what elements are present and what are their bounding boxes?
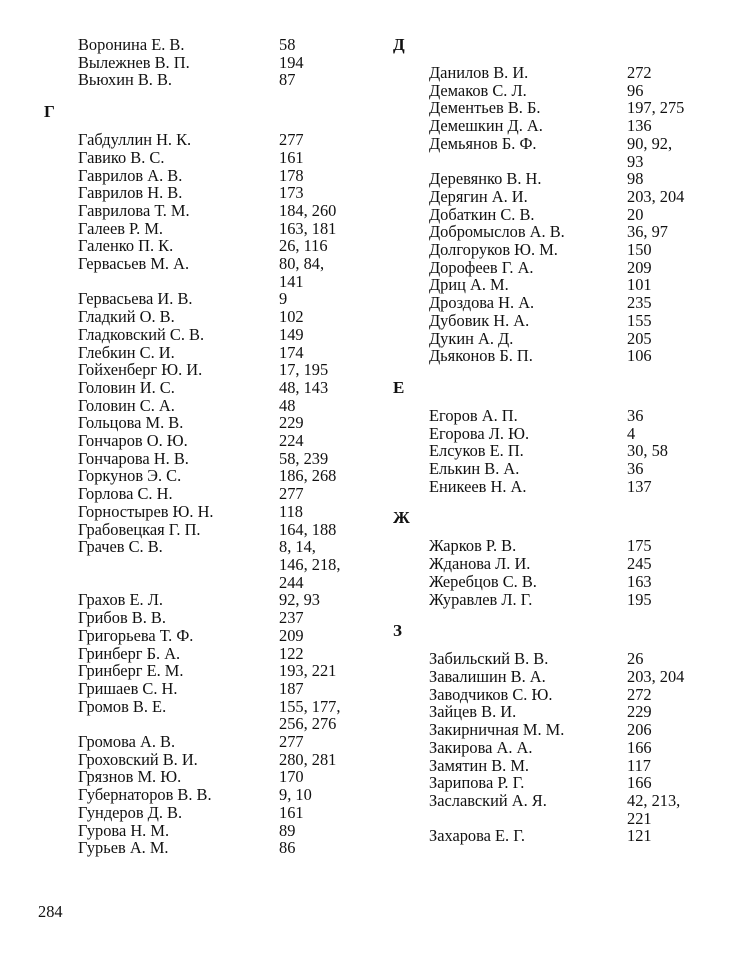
entry-pages: 155 <box>627 310 652 330</box>
entry-name: Гончарова Н. В. <box>78 448 189 468</box>
entry-name: Гундеров Д. В. <box>78 802 183 822</box>
entry-pages: 173 <box>279 183 304 203</box>
index-entry <box>44 467 364 485</box>
entry-name: Глебкин С. И. <box>78 342 175 362</box>
entry-pages: 121 <box>627 826 652 846</box>
index-entry <box>393 668 723 686</box>
entry-pages: 163 <box>627 571 652 591</box>
entry-name: Демаков С. Л. <box>429 80 527 100</box>
entry-name: Гладковский С. В. <box>78 324 205 344</box>
index-entry <box>44 591 364 609</box>
entry-name: Горкунов Э. С. <box>78 466 182 486</box>
entry-name: Вылежнев В. П. <box>78 52 190 72</box>
index-entry <box>44 71 364 89</box>
entry-pages: 166 <box>627 737 652 757</box>
index-entry <box>44 839 364 857</box>
entry-name: Заводчиков С. Ю. <box>429 684 553 704</box>
spacer <box>393 608 723 622</box>
entry-name: Егоров А. П. <box>429 405 518 425</box>
entry-name: Воронина Е. В. <box>78 35 185 54</box>
entry-pages: 90, 92, 93 <box>627 133 673 171</box>
index-entry <box>393 827 723 845</box>
entry-name: Гурова Н. М. <box>78 820 170 840</box>
entry-pages: 80, 84, 141 <box>279 254 325 291</box>
section-letter-heading: З <box>393 621 402 641</box>
entry-name: Демешкин Д. А. <box>429 116 543 136</box>
index-entry <box>44 751 364 769</box>
index-entry <box>393 294 723 312</box>
entry-pages: 161 <box>279 147 304 167</box>
entry-pages: 175 <box>627 536 652 556</box>
index-entry <box>393 223 723 241</box>
index-entry <box>44 521 364 539</box>
entry-name: Добромыслов А. В. <box>429 222 565 242</box>
entry-pages: 280, 281 <box>279 749 337 769</box>
entry-pages: 8, 14, 146, 218, 244 <box>279 537 341 592</box>
entry-name: Грачев С. В. <box>78 537 163 557</box>
section-letter-heading: Г <box>44 102 55 122</box>
entry-pages: 9, 10 <box>279 785 312 805</box>
entry-name: Грибов В. В. <box>78 608 166 628</box>
index-entry <box>393 774 723 792</box>
entry-pages: 206 <box>627 720 652 740</box>
entry-name: Дерягин А. И. <box>429 186 528 206</box>
entry-name: Зайцев В. И. <box>429 702 517 722</box>
entry-name: Закирова А. А. <box>429 737 533 757</box>
entry-pages: 235 <box>627 293 652 313</box>
index-entry <box>44 361 364 379</box>
index-entry <box>393 573 723 591</box>
entry-pages: 205 <box>627 328 652 348</box>
entry-name: Заславский А. Я. <box>429 790 547 810</box>
entry-pages: 58, 239 <box>279 448 329 468</box>
spacer <box>393 365 723 379</box>
entry-name: Громова А. В. <box>78 732 176 752</box>
entry-name: Данилов В. И. <box>429 63 529 82</box>
entry-name: Гринберг Б. А. <box>78 643 181 663</box>
index-entry <box>393 241 723 259</box>
entry-name: Гладкий О. В. <box>78 307 175 327</box>
entry-name: Закирничная М. М. <box>429 720 565 740</box>
entry-pages: 209 <box>279 625 304 645</box>
index-entry <box>393 407 723 425</box>
entry-name: Горностырев Ю. Н. <box>78 501 214 521</box>
entry-name: Завалишин В. А. <box>429 666 546 686</box>
entry-pages: 187 <box>279 678 304 698</box>
entry-name: Забильский В. В. <box>429 649 549 669</box>
index-entry <box>44 379 364 397</box>
entry-pages: 102 <box>279 307 304 327</box>
entry-pages: 178 <box>279 165 304 185</box>
entry-name: Гончаров О. Ю. <box>78 431 188 451</box>
section-letter-heading: Д <box>393 35 405 54</box>
index-entry <box>44 131 364 149</box>
entry-pages: 203, 204 <box>627 666 685 686</box>
entry-name: Еникеев Н. А. <box>429 476 527 496</box>
entry-name: Грабовецкая Г. П. <box>78 519 201 539</box>
entry-pages: 36, 97 <box>627 222 668 242</box>
entry-pages: 89 <box>279 820 296 840</box>
index-entry <box>44 54 364 72</box>
entry-name: Дукин А. Д. <box>429 328 514 348</box>
entry-pages: 36 <box>627 405 644 425</box>
entry-name: Дьяконов Б. П. <box>429 346 533 366</box>
entry-pages: 277 <box>279 130 304 150</box>
right-index-column <box>393 36 723 845</box>
index-entry <box>44 662 364 680</box>
entry-name: Демьянов Б. Ф. <box>429 133 537 153</box>
index-entry <box>44 237 364 255</box>
entry-pages: 166 <box>627 773 652 793</box>
index-entry <box>44 786 364 804</box>
entry-name: Григорьева Т. Ф. <box>78 625 194 645</box>
index-entry <box>44 680 364 698</box>
entry-pages: 161 <box>279 802 304 822</box>
entry-pages: 193, 221 <box>279 661 337 681</box>
entry-pages: 96 <box>627 80 644 100</box>
index-entry <box>44 768 364 786</box>
index-entry <box>393 188 723 206</box>
index-entry <box>393 312 723 330</box>
page-number: 284 <box>38 902 63 921</box>
entry-pages: 194 <box>279 52 304 72</box>
entry-pages: 272 <box>627 684 652 704</box>
index-entry <box>44 167 364 185</box>
index-entry <box>44 326 364 344</box>
index-entry <box>393 99 723 117</box>
entry-pages: 186, 268 <box>279 466 337 486</box>
entry-pages: 20 <box>627 204 644 224</box>
index-entry <box>44 538 364 591</box>
index-entry <box>44 609 364 627</box>
entry-pages: 86 <box>279 838 296 858</box>
entry-name: Галеев Р. М. <box>78 218 163 238</box>
entry-pages: 118 <box>279 501 303 521</box>
entry-name: Елькин В. А. <box>429 459 520 479</box>
entry-name: Дубовик Н. А. <box>429 310 530 330</box>
entry-pages: 92, 93 <box>279 590 320 610</box>
entry-pages: 26 <box>627 649 644 669</box>
entry-name: Дроздова Н. А. <box>429 293 535 313</box>
index-entry <box>393 330 723 348</box>
index-entry <box>44 733 364 751</box>
index-entry <box>44 503 364 521</box>
entry-name: Галенко П. К. <box>78 236 174 256</box>
index-entry <box>44 149 364 167</box>
index-entry <box>44 220 364 238</box>
entry-name: Грахов Е. Л. <box>78 590 163 610</box>
entry-name: Гольцова М. В. <box>78 413 184 433</box>
entry-name: Гурьев А. М. <box>78 838 169 858</box>
entry-pages: 117 <box>627 755 651 775</box>
index-entry <box>393 757 723 775</box>
entry-pages: 137 <box>627 476 652 496</box>
entry-name: Дриц А. М. <box>429 275 509 295</box>
entry-name: Жданова Л. И. <box>429 554 531 574</box>
spacer <box>393 495 723 509</box>
entry-name: Елсуков Е. П. <box>429 441 524 461</box>
entry-name: Долгоруков Ю. М. <box>429 240 558 260</box>
entry-name: Зарипова Р. Г. <box>429 773 525 793</box>
entry-name: Журавлев Л. Г. <box>429 589 533 609</box>
entry-name: Гринберг Е. М. <box>78 661 184 681</box>
entry-pages: 4 <box>627 423 636 443</box>
index-entry <box>393 206 723 224</box>
entry-pages: 42, 213, 221 <box>627 790 681 828</box>
index-entry <box>44 397 364 415</box>
entry-pages: 150 <box>627 240 652 260</box>
entry-name: Егорова Л. Ю. <box>429 423 530 443</box>
index-entry <box>393 425 723 443</box>
index-entry <box>393 591 723 609</box>
index-entry <box>44 344 364 362</box>
index-entry <box>393 537 723 555</box>
index-entry <box>44 202 364 220</box>
index-entry <box>393 442 723 460</box>
index-entry <box>393 64 723 82</box>
entry-name: Грязнов М. Ю. <box>78 767 182 787</box>
entry-pages: 229 <box>627 702 652 722</box>
entry-pages: 149 <box>279 324 304 344</box>
entry-pages: 224 <box>279 431 304 451</box>
entry-pages: 30, 58 <box>627 441 668 461</box>
entry-pages: 106 <box>627 346 652 366</box>
index-entry <box>44 414 364 432</box>
entry-name: Габдуллин Н. К. <box>78 130 192 150</box>
entry-name: Гришаев С. Н. <box>78 678 178 698</box>
entry-pages: 195 <box>627 589 652 609</box>
index-entry <box>44 432 364 450</box>
index-entry <box>44 804 364 822</box>
entry-pages: 174 <box>279 342 304 362</box>
entry-pages: 245 <box>627 554 652 574</box>
entry-pages: 164, 188 <box>279 519 337 539</box>
entry-pages: 9 <box>279 289 288 309</box>
entry-pages: 237 <box>279 608 304 628</box>
index-entry <box>44 645 364 663</box>
index-entry <box>393 276 723 294</box>
entry-name: Гроховский В. И. <box>78 749 198 769</box>
entry-name: Вьюхин В. В. <box>78 70 173 90</box>
entry-name: Губернаторов В. В. <box>78 785 212 805</box>
entry-pages: 197, 275 <box>627 98 685 118</box>
index-entry <box>393 117 723 135</box>
index-entry <box>44 698 364 733</box>
entry-pages: 136 <box>627 116 652 136</box>
entry-name: Дорофеев Г. А. <box>429 257 534 277</box>
entry-name: Головин И. С. <box>78 377 175 397</box>
index-entry <box>44 627 364 645</box>
entry-name: Захарова Е. Г. <box>429 826 525 846</box>
left-index-column <box>44 36 364 857</box>
entry-name: Громов В. Е. <box>78 696 167 716</box>
entry-pages: 98 <box>627 169 644 189</box>
entry-pages: 17, 195 <box>279 360 329 380</box>
entry-pages: 36 <box>627 459 644 479</box>
entry-name: Гаврилов Н. В. <box>78 183 183 203</box>
entry-name: Головин С. А. <box>78 395 175 415</box>
entry-name: Гаврилов А. В. <box>78 165 183 185</box>
index-entry <box>393 555 723 573</box>
entry-pages: 58 <box>279 35 296 54</box>
entry-name: Гаврилова Т. М. <box>78 200 190 220</box>
entry-pages: 155, 177, 256, 276 <box>279 696 341 734</box>
index-entry <box>393 650 723 668</box>
entry-pages: 209 <box>627 257 652 277</box>
index-entry <box>393 703 723 721</box>
entry-name: Деревянко В. Н. <box>429 169 542 189</box>
index-entry <box>393 686 723 704</box>
entry-pages: 203, 204 <box>627 186 685 206</box>
index-entry <box>393 82 723 100</box>
index-entry <box>393 347 723 365</box>
index-entry <box>44 255 364 290</box>
entry-pages: 48 <box>279 395 296 415</box>
entry-pages: 277 <box>279 732 304 752</box>
spacer <box>44 89 364 103</box>
index-entry <box>393 792 723 827</box>
entry-pages: 184, 260 <box>279 200 337 220</box>
entry-pages: 272 <box>627 63 652 82</box>
entry-name: Жеребцов С. В. <box>429 571 537 591</box>
entry-pages: 87 <box>279 70 296 90</box>
entry-name: Гервасьева И. В. <box>78 289 193 309</box>
index-entry <box>44 485 364 503</box>
entry-pages: 170 <box>279 767 304 787</box>
entry-name: Замятин В. М. <box>429 755 530 775</box>
entry-pages: 163, 181 <box>279 218 337 238</box>
entry-pages: 26, 116 <box>279 236 328 256</box>
index-entry <box>393 721 723 739</box>
index-entry <box>44 184 364 202</box>
entry-name: Жарков Р. В. <box>429 536 517 556</box>
index-entry <box>44 450 364 468</box>
index-entry <box>393 259 723 277</box>
entry-pages: 122 <box>279 643 304 663</box>
entry-name: Гавико В. С. <box>78 147 165 167</box>
entry-name: Гойхенберг Ю. И. <box>78 360 203 380</box>
entry-name: Дементьев В. Б. <box>429 98 541 118</box>
index-entry <box>44 308 364 326</box>
entry-name: Добаткин С. В. <box>429 204 535 224</box>
entry-pages: 229 <box>279 413 304 433</box>
entry-name: Гервасьев М. А. <box>78 254 190 274</box>
entry-pages: 277 <box>279 484 304 504</box>
index-entry <box>393 135 723 170</box>
section-letter-heading: Ж <box>393 508 410 528</box>
index-entry <box>393 170 723 188</box>
section-letter-heading: Е <box>393 377 405 397</box>
entry-pages: 101 <box>627 275 652 295</box>
entry-pages: 48, 143 <box>279 377 329 397</box>
index-entry <box>393 460 723 478</box>
index-entry <box>44 36 364 54</box>
index-entry <box>393 739 723 757</box>
index-entry <box>44 290 364 308</box>
entry-name: Горлова С. Н. <box>78 484 173 504</box>
index-entry <box>44 822 364 840</box>
index-entry <box>393 478 723 496</box>
